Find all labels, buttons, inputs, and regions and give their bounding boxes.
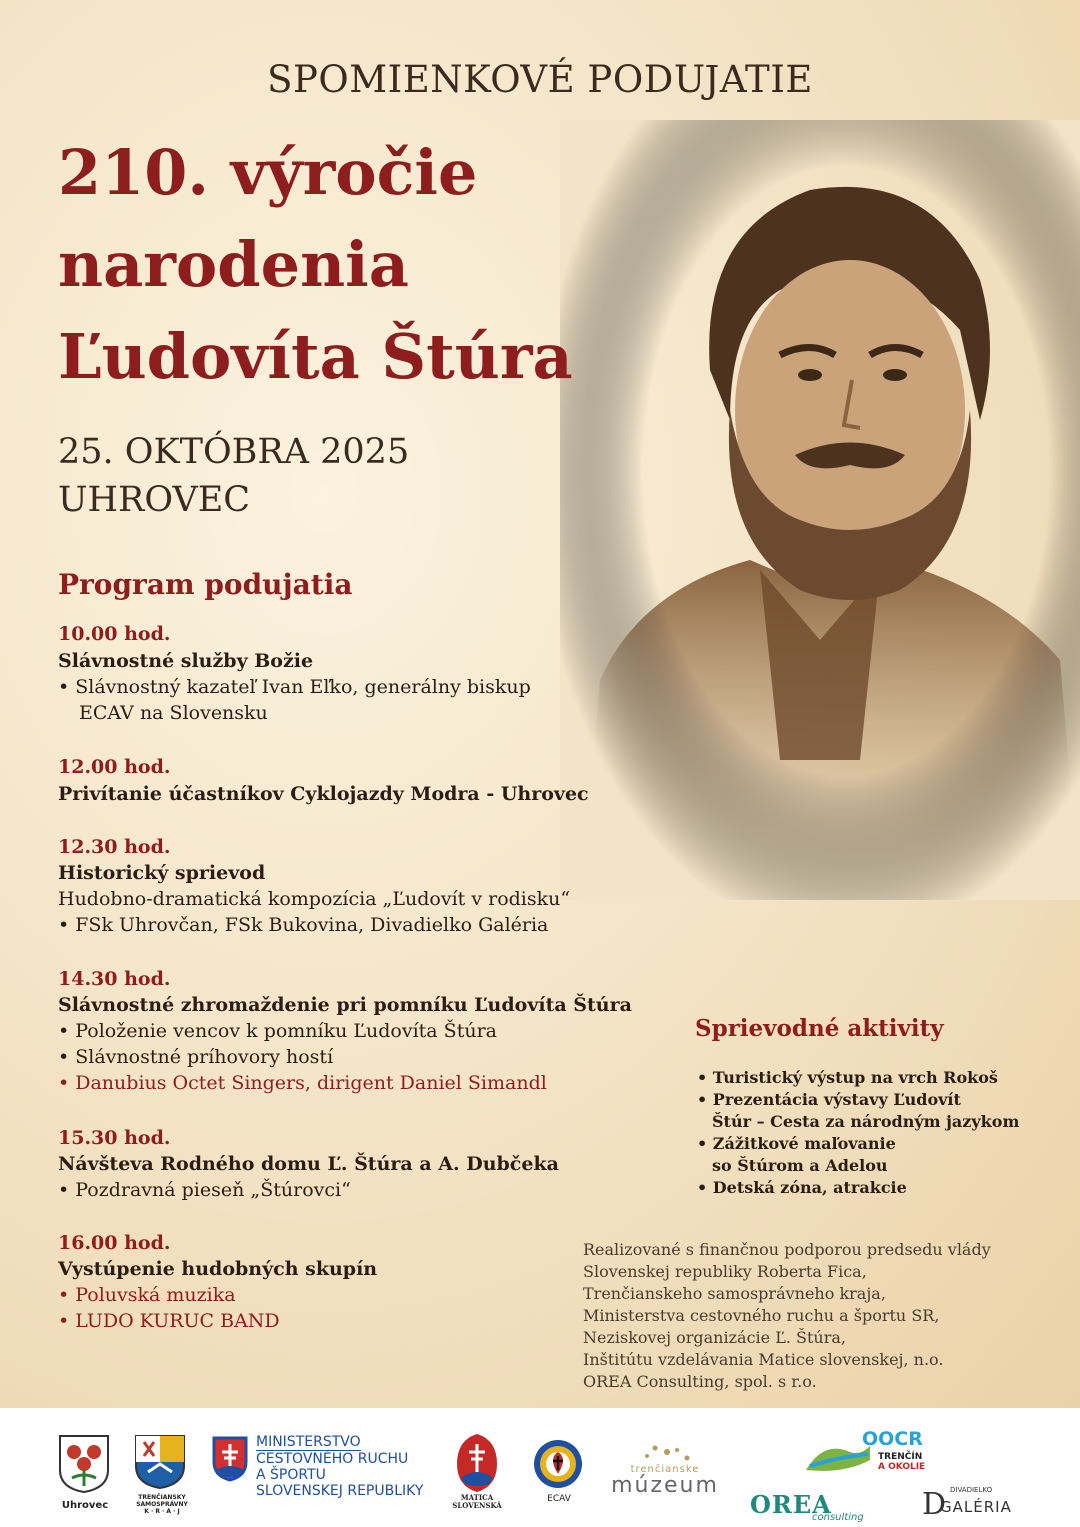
activity-item: • Zážitkové maľovanie — [697, 1134, 896, 1153]
activity-item: so Štúrom a Adelou — [712, 1156, 888, 1175]
program-line: • LUDO KURUC BAND — [58, 1310, 280, 1332]
activity-item: • Detská zóna, atrakcie — [697, 1178, 907, 1197]
support-line: Inštitútu vzdelávania Matice slovenskej, n.o. — [583, 1350, 944, 1369]
title-line-3: Ľudovíta Štúra — [58, 320, 573, 393]
event-date: 25. OKTÓBRA 2025 — [58, 432, 410, 472]
matica-slovenska-logo: MATICA SLOVENSKÁ — [446, 1432, 508, 1510]
program-time: 10.00 hod. — [58, 623, 171, 645]
program-time: 14.30 hod. — [58, 968, 171, 990]
program-title: Slávnostné zhromaždenie pri pomníku Ľudovíta Štúra — [58, 994, 632, 1016]
tsk-logo: TRENČIANSKY SAMOSPRÁVNY K · R · A · J — [134, 1434, 190, 1515]
program-heading: Program podujatia — [58, 568, 353, 601]
program-time: 12.30 hod. — [58, 836, 171, 858]
activity-item: • Turistický výstup na vrch Rokoš — [697, 1068, 998, 1087]
title-line-1: 210. výročie — [58, 136, 478, 209]
uhrovec-logo: Uhrovec — [58, 1434, 112, 1511]
program-line: • Položenie vencov k pomníku Ľudovíta Štúra — [58, 1020, 497, 1042]
program-line: • Poluvská muzika — [58, 1284, 236, 1306]
program-line: • Danubius Octet Singers, dirigent Daniel Simandl — [58, 1072, 547, 1094]
program-title: Slávnostné služby Božie — [58, 650, 314, 672]
support-line: OREA Consulting, spol. s r.o. — [583, 1372, 817, 1391]
support-line: Ministerstva cestovného ruchu a športu SR, — [583, 1306, 940, 1325]
program-line: ECAV na Slovensku — [79, 702, 268, 724]
ecav-logo: ECAV — [532, 1438, 586, 1504]
trencianske-muzeum-logo: trenčianske múzeum — [606, 1444, 724, 1497]
program-title: Vystúpenie hudobných skupín — [58, 1258, 378, 1280]
title-line-2: narodenia — [58, 228, 409, 301]
oocr-trencin-logo: OOCR TRENČÍN A OKOLIE — [804, 1428, 930, 1478]
program-line: • Slávnostné príhovory hostí — [58, 1046, 334, 1068]
orea-consulting-logo: OREA consulting — [750, 1490, 864, 1523]
program-time: 15.30 hod. — [58, 1127, 171, 1149]
program-title: Historický sprievod — [58, 862, 266, 884]
event-kicker: SPOMIENKOVÉ PODUJATIE — [267, 58, 813, 101]
activity-item: Štúr – Cesta za národným jazykom — [712, 1112, 1020, 1131]
activity-item: • Prezentácia výstavy Ľudovít — [697, 1090, 961, 1109]
support-line: Trenčianskeho samosprávneho kraja, — [583, 1284, 886, 1303]
program-line: • FSk Uhrovčan, FSk Bukovina, Divadielko Galéria — [58, 914, 549, 936]
program-line: • Slávnostný kazateľ Ivan Eľko, generálny biskup — [58, 676, 531, 698]
activities-heading: Sprievodné aktivity — [695, 1015, 944, 1042]
program-line: • Pozdravná pieseň „Štúrovci“ — [58, 1179, 351, 1201]
sponsor-logo-strip: Uhrovec TRENČIANSKY SAMOSPRÁVNY K · R · A · J MINISTERSTVO CESTOVNÉHO RUCHU A ŠPORTU SLOVENSKEJ REPUBLIKY MATICA SLOVENSKÁ ECAV trenčianske múzeum OOCR TRENČÍN A OKOLIE OREA consulting D DIVADIELKO GALÉRIA — [0, 1408, 1080, 1527]
portrait-image — [560, 120, 1080, 900]
divadielko-galeria-logo: D DIVADIELKO GALÉRIA — [922, 1486, 1012, 1522]
support-line: Realizované s finančnou podporou predsedu vlády — [583, 1240, 991, 1259]
program-title: Privítanie účastníkov Cyklojazdy Modra - Uhrovec — [58, 783, 589, 805]
event-place: UHROVEC — [58, 480, 251, 520]
program-time: 16.00 hod. — [58, 1232, 171, 1254]
program-title: Návšteva Rodného domu Ľ. Štúra a A. Dubčeka — [58, 1153, 559, 1175]
support-line: Slovenskej republiky Roberta Fica, — [583, 1262, 867, 1281]
support-line: Neziskovej organizácie Ľ. Štúra, — [583, 1328, 846, 1347]
program-line: Hudobno-dramatická kompozícia „Ľudovít v rodisku“ — [58, 888, 571, 910]
program-time: 12.00 hod. — [58, 756, 171, 778]
